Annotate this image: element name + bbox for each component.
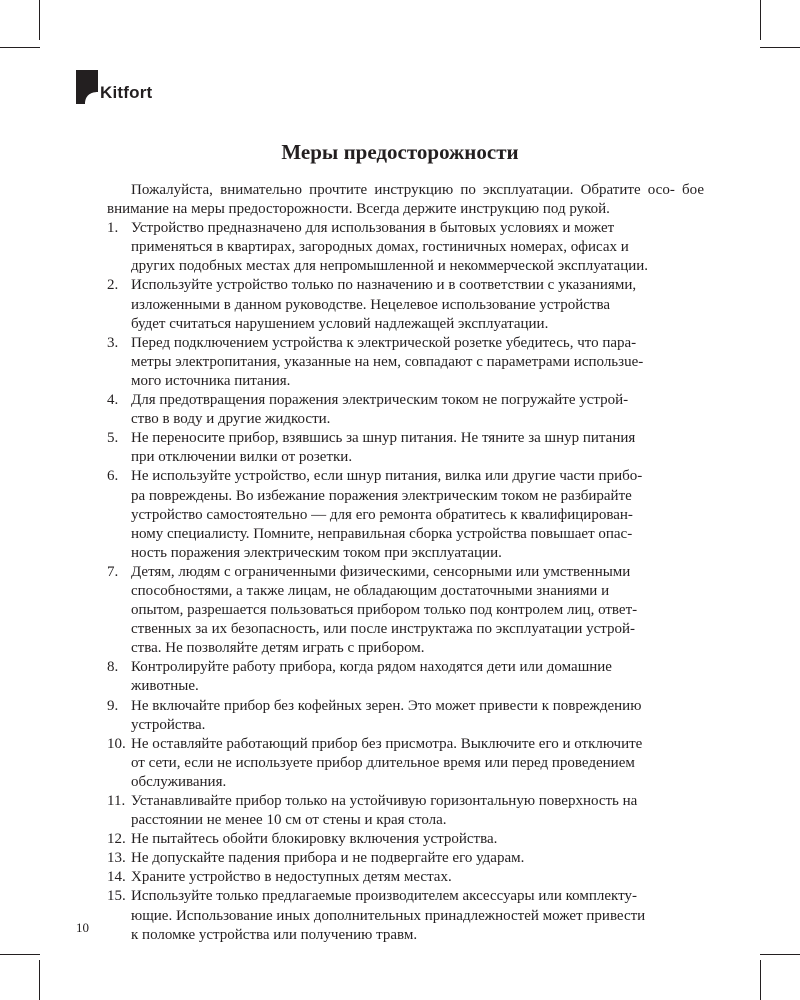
list-item	[107, 563, 704, 658]
text-line: устройство самостоятельно — для его ремонта обратитесь к квалифицирован-	[131, 506, 633, 523]
list-item-text	[131, 849, 704, 868]
list-item	[107, 830, 704, 849]
crop-mark-bottom-left	[39, 960, 40, 1000]
list-item-text	[131, 735, 704, 792]
text-line: Не оставляйте работающий прибор без присмотра. Выключите его и отключите	[131, 735, 643, 752]
list-item	[107, 697, 704, 735]
kitfort-logo-icon	[76, 70, 98, 104]
text-line: изложенными в данном руководстве. Нецелевое использование устройства	[131, 296, 611, 313]
text-line: Для предотвращения поражения электрическим током не погружайте устрой-	[131, 392, 629, 409]
intro-paragraph	[107, 181, 704, 219]
brand-logo	[76, 70, 152, 104]
list-item	[107, 467, 704, 562]
text-line: ющие. Использование иных дополнительных принадлежностей может привести	[131, 907, 646, 924]
text-line: будет считаться нарушением условий надлежащей эксплуатации.	[131, 315, 549, 332]
list-item	[107, 276, 704, 333]
text-line: Не допускайте падения прибора и не подвергайте его ударам.	[131, 850, 525, 867]
text-line: Не используйте устройство, если шнур питания, вилка или другие части прибо-	[131, 468, 643, 485]
text-line: устройства.	[131, 716, 206, 733]
list-item-number: 3.	[107, 334, 119, 351]
list-item	[107, 334, 704, 391]
text-line: ственных за их безопасность, или после инструктажа по эксплуатации устрой-	[131, 621, 636, 638]
list-item-text	[131, 276, 704, 333]
list-item	[107, 658, 704, 696]
text-line: способностями, а также лицам, не обладающим достаточными знаниями и	[131, 582, 610, 599]
text-line: опытом, разрешается пользоваться прибором только под контролем лиц, ответ-	[131, 602, 638, 619]
list-item	[107, 391, 704, 429]
list-item-number: 12.	[107, 831, 126, 848]
text-line: других подобных местах для непромышленной и некоммерческой эксплуатации.	[131, 258, 649, 275]
text-line: Храните устройство в недоступных детям местах.	[131, 869, 452, 886]
list-item	[107, 868, 704, 887]
list-item-number: 5.	[107, 430, 119, 447]
intro-line: бое внимание на меры предосторожности. Всегда держите инструкцию под рукой.	[107, 182, 705, 218]
text-line: мого источника питания.	[131, 372, 291, 389]
list-item	[107, 792, 704, 830]
crop-mark-left-bottom	[0, 954, 40, 955]
text-line: Детям, людям с ограниченными физическими, сенсорными или умственными	[131, 563, 631, 580]
page-number: 10	[76, 920, 89, 935]
list-item	[107, 429, 704, 467]
text-line: Устанавливайте прибор только на устойчивую горизонтальную поверхность на	[131, 793, 638, 809]
text-line: Используйте только предлагаемые производителем аксессуары или комплекту-	[131, 888, 637, 905]
text-line: ство в воду и другие жидкости.	[131, 411, 331, 428]
text-line: ному специалисту. Помните, неправильная сборка устройства повышает опас-	[131, 525, 633, 542]
crop-mark-top-right	[760, 0, 761, 40]
list-item	[107, 887, 704, 944]
list-item-number: 8.	[107, 659, 119, 676]
list-item-number: 14.	[107, 869, 126, 886]
text-line: Устройство предназначено для использования в бытовых условиях и может	[131, 220, 615, 237]
text-line: Не переносите прибор, взявшись за шнур питания. Не тяните за шнур питания	[131, 430, 636, 447]
list-item-number: 2.	[107, 277, 119, 294]
precautions-list	[107, 219, 704, 945]
text-line: Не пытайтесь обойти блокировку включения устройства.	[131, 831, 498, 848]
text-line: Перед подключением устройства к электрической розетке убедитесь, что пара-	[131, 334, 637, 351]
list-item-text	[131, 868, 704, 887]
list-item-text	[131, 467, 704, 562]
list-item-text	[131, 219, 704, 276]
list-item-number: 6.	[107, 468, 119, 485]
list-item-number: 15.	[107, 888, 126, 905]
list-item-text	[131, 391, 704, 429]
text-line: ства. Не позволяйте детям играть с прибором.	[131, 640, 425, 657]
list-item-text	[131, 792, 704, 830]
list-item	[107, 849, 704, 868]
text-line: при отключении вилки от розетки.	[131, 449, 353, 466]
list-item-text	[131, 830, 704, 849]
list-item	[107, 219, 704, 276]
text-line: Контролируйте работу прибора, когда рядом находятся дети или домашние	[131, 659, 612, 676]
text-line: расстоянии не менее 10 см от стены и края стола.	[131, 812, 447, 829]
text-line: ра повреждены. Во избежание поражения электрическим током не разбирайте	[131, 487, 632, 504]
crop-mark-bottom-right	[760, 960, 761, 1000]
text-line: животные.	[131, 678, 199, 695]
list-item	[107, 735, 704, 792]
document-body	[107, 181, 704, 945]
list-item-number: 4.	[107, 392, 119, 409]
list-item-text	[131, 563, 704, 658]
crop-mark-left-top	[0, 47, 40, 48]
crop-mark-right-bottom	[760, 954, 800, 955]
list-item-number: 13.	[107, 850, 126, 867]
list-item-number: 1.	[107, 220, 119, 237]
list-item-text	[131, 697, 704, 735]
brand-name: Kitfort	[100, 83, 153, 102]
list-item-number: 9.	[107, 697, 119, 714]
text-line: обслуживания.	[131, 773, 227, 790]
list-item-text	[131, 429, 704, 467]
list-item-number: 10.	[107, 735, 126, 752]
text-line: Используйте устройство только по назначению и в соответствии с указаниями,	[131, 277, 637, 294]
text-line: Не включайте прибор без кофейных зерен. Это может привести к повреждению	[131, 697, 642, 714]
list-item-number: 7.	[107, 563, 119, 580]
list-item-text	[131, 658, 704, 696]
list-item-text	[131, 334, 704, 391]
crop-mark-right-top	[760, 47, 800, 48]
text-line: ность поражения электрическим током при эксплуатации.	[131, 544, 502, 561]
text-line: от сети, если не используете прибор длительное время или перед проведением	[131, 754, 635, 771]
page-title: Меры предосторожности	[281, 140, 519, 164]
text-line: метры электропитания, указанные на нем, совпадают с параметрами использue-	[131, 353, 644, 370]
text-line: к поломке устройства или получению травм.	[131, 926, 418, 943]
crop-mark-top-left	[39, 0, 40, 40]
text-line: применяться в квартирах, загородных домах, гостиничных номерах, офисах и	[131, 239, 629, 256]
intro-line: Пожалуйста, внимательно прочтите инструкцию по эксплуатации. Обратите осо-	[131, 182, 675, 198]
list-item-text	[131, 887, 704, 944]
list-item-number: 11.	[107, 793, 126, 809]
